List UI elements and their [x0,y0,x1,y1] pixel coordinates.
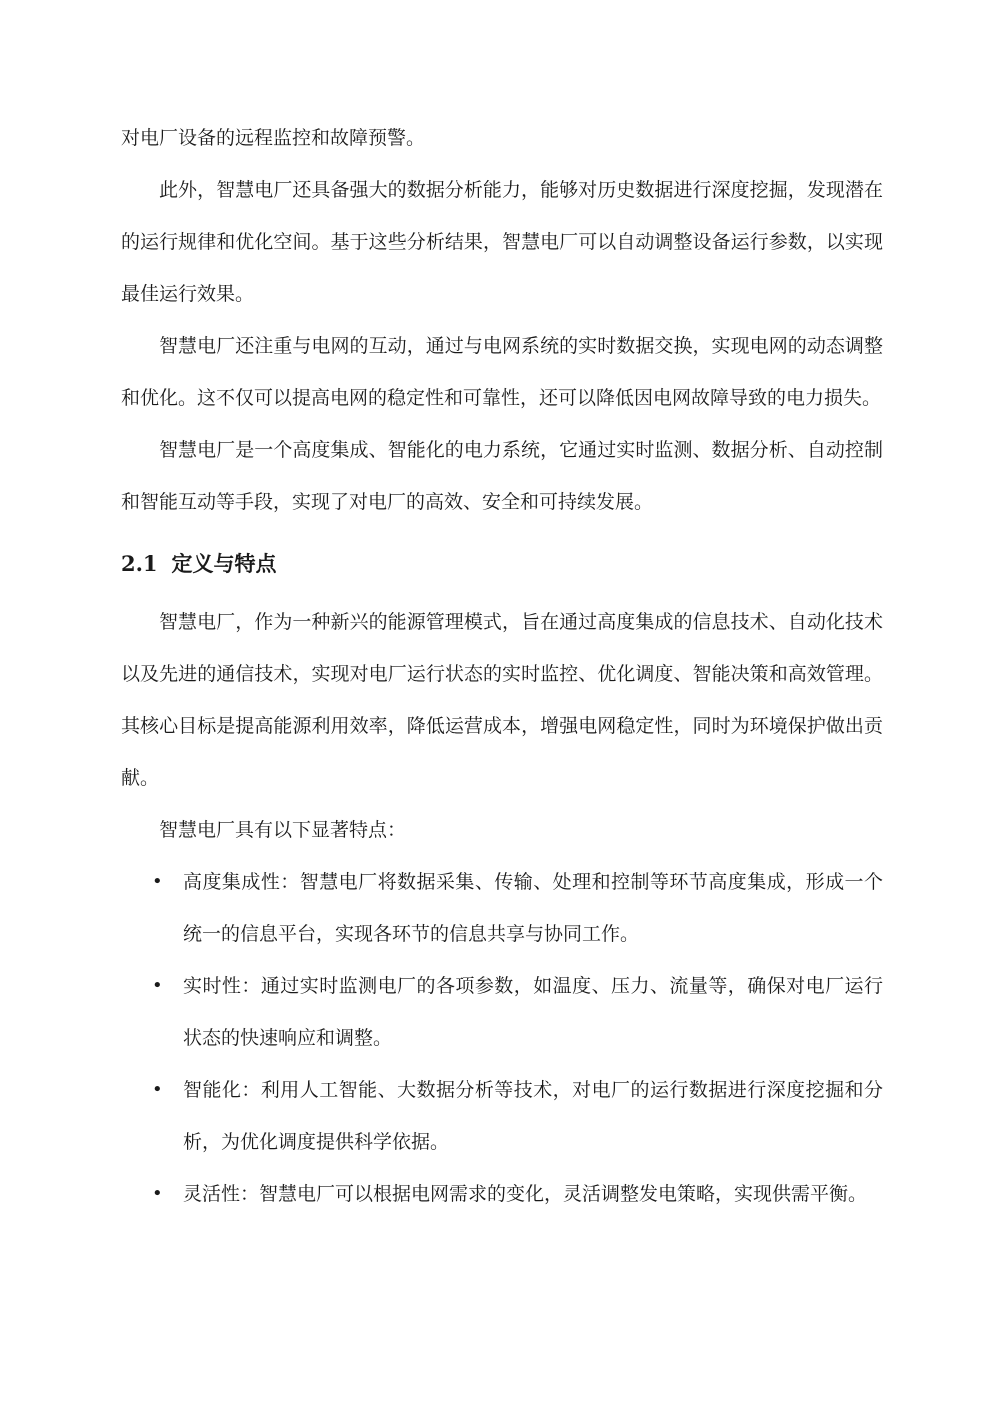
list-item [121,960,883,1064]
paragraph-summary: 智慧电厂是一个高度集成、智能化的电力系统，它通过实时监测、数据分析、自动控制和智能互动等手段，实现了对电厂的高效、安全和可持续发展。 [121,439,883,513]
paragraph-continuation: 对电厂设备的远程监控和故障预警。 [121,127,426,149]
bullet-icon: • [152,1079,163,1100]
bullet-icon: • [152,871,163,892]
list-item-text: 实时性：通过实时监测电厂的各项参数，如温度、压力、流量等，确保对电厂运行状态的快速响应和调整。 [183,975,883,1049]
bullet-icon: • [152,1183,163,1204]
paragraph-definition: 智慧电厂，作为一种新兴的能源管理模式，旨在通过高度集成的信息技术、自动化技术以及先进的通信技术，实现对电厂运行状态的实时监控、优化调度、智能决策和高效管理。其核心目标是提高能源利用效率，降低运营成本，增强电网稳定性，同时为环境保护做出贡献。 [121,611,883,789]
list-item-text: 智能化：利用人工智能、大数据分析等技术，对电厂的运行数据进行深度挖掘和分析，为优化调度提供科学依据。 [183,1079,883,1153]
paragraph-grid-interaction: 智慧电厂还注重与电网的互动，通过与电网系统的实时数据交换，实现电网的动态调整和优化。这不仅可以提高电网的稳定性和可靠性，还可以降低因电网故障导致的电力损失。 [121,335,883,409]
document-body [121,112,883,1220]
list-item [121,1064,883,1168]
list-item [121,856,883,960]
list-item-text: 高度集成性：智慧电厂将数据采集、传输、处理和控制等环节高度集成，形成一个统一的信息平台，实现各环节的信息共享与协同工作。 [183,871,883,945]
feature-list [121,856,883,1220]
paragraph-features-intro: 智慧电厂具有以下显著特点： [159,819,407,841]
section-number: 2.1 [121,551,158,576]
section-heading [121,536,883,592]
paragraph-data-analysis: 此外，智慧电厂还具备强大的数据分析能力，能够对历史数据进行深度挖掘，发现潜在的运行规律和优化空间。基于这些分析结果，智慧电厂可以自动调整设备运行参数，以实现最佳运行效果。 [121,179,883,305]
list-item [121,1168,883,1220]
section-title: 定义与特点 [171,551,277,576]
list-item-text: 灵活性：智慧电厂可以根据电网需求的变化，灵活调整发电策略，实现供需平衡。 [183,1183,868,1205]
bullet-icon: • [152,975,163,996]
